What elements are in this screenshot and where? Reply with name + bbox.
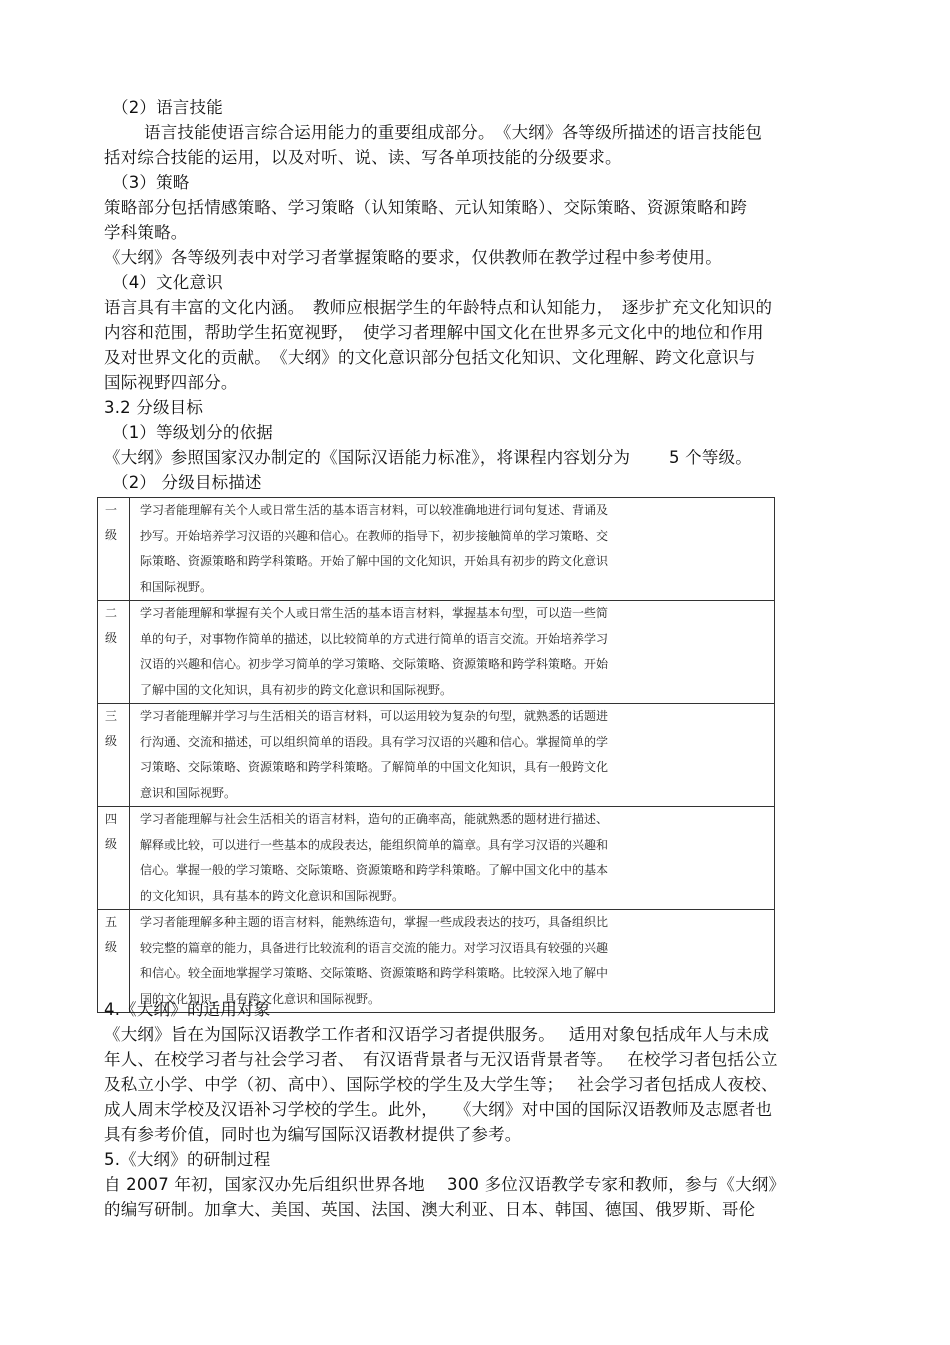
paragraph-line: 语言具有丰富的文化内涵。 教师应根据学生的年龄特点和认知能力， 逐步扩充文化知识的 xyxy=(104,298,773,317)
grade-description-line: 学习者能理解与社会生活相关的语言材料，造句的正确率高，能就熟悉的题材进行描述、 xyxy=(140,812,609,826)
paragraph-line: 年人、在校学习者与社会学习者、 有汉语背景者与无汉语背景者等。 在校学习者包括公立 xyxy=(104,1050,778,1069)
paragraph-line: 学科策略。 xyxy=(104,223,188,242)
grade-level-cell xyxy=(98,807,130,910)
paragraph-line: 策略部分包括情感策略、学习策略（认知策略、元认知策略）、交际策略、资源策略和跨 xyxy=(104,198,748,217)
grade-description-line: 解释或比较，可以进行一些基本的成段表达，能组织简单的篇章。具有学习汉语的兴趣和 xyxy=(140,837,609,852)
grade-level-cell xyxy=(98,498,130,601)
paragraph-line: 《大纲》各等级列表中对学习者掌握策略的要求，仅供教师在教学过程中参考使用。 xyxy=(104,248,722,267)
grade-level-char: 级 xyxy=(105,631,118,645)
grade-description-cell xyxy=(130,498,775,601)
grade-description-cell xyxy=(130,807,775,910)
grade-level-cell xyxy=(98,704,130,807)
paragraph-line: 及对世界文化的贡献。 《大纲》的文化意识部分包括文化知识、文化理解、跨文化意识与 xyxy=(104,348,756,367)
table-row xyxy=(98,807,775,910)
grade-level-char: 级 xyxy=(105,528,118,542)
grade-level-char: 级 xyxy=(105,837,118,851)
grade-description-cell xyxy=(130,704,775,807)
grade-description-table xyxy=(97,497,775,1013)
grade-description-line: 和信心。较全面地掌握学习策略、交际策略、资源策略和跨学科策略。比较深入地了解中 xyxy=(140,966,609,980)
grade-description-line: 学习者能理解多种主题的语言材料，能熟练造句，掌握一些成段表达的技巧，具备组织比 xyxy=(140,915,609,929)
paragraph-line: 括对综合技能的运用，以及对听、说、读、写各单项技能的分级要求。 xyxy=(104,148,622,167)
paragraph-line: 的编写研制。加拿大、美国、英国、法国、澳大利亚、日本、韩国、德国、俄罗斯、哥伦 xyxy=(104,1200,756,1219)
paragraph-line: 语言技能使语言综合运用能力的重要组成部分。 《大纲》各等级所描述的语言技能包 xyxy=(144,123,763,142)
grade-level-char: 三 xyxy=(105,709,118,723)
section-heading-target-users: 4.《大纲》的适用对象 xyxy=(104,1000,271,1019)
grade-description-line: 习策略、交际策略、资源策略和跨学科策略。了解简单的中国文化知识，具有一般跨文化 xyxy=(140,760,609,774)
grade-level-char: 级 xyxy=(105,940,118,954)
grade-level-char: 级 xyxy=(105,734,118,748)
paragraph-line: 内容和范围，帮助学生拓宽视野， 使学习者理解中国文化在世界多元文化中的地位和作用 xyxy=(104,323,764,342)
grade-description-line: 的文化知识，具有基本的跨文化意识和国际视野。 xyxy=(140,888,405,903)
paragraph-line: 成人周末学校及汉语补习学校的学生。此外， 《大纲》对中国的国际汉语教师及志愿者也 xyxy=(104,1100,773,1119)
grade-description-line: 学习者能理解有关个人或日常生活的基本语言材料，可以较准确地进行词句复述、背诵及 xyxy=(140,503,609,517)
grade-description-line: 意识和国际视野。 xyxy=(140,785,237,800)
grade-description-line: 抄写。开始培养学习汉语的兴趣和信心。在教师的指导下，初步接触简单的学习策略、交 xyxy=(140,528,609,543)
grade-description-line: 际策略、资源策略和跨学科策略。开始了解中国的文化知识，开始具有初步的跨文化意识 xyxy=(140,554,609,568)
table-row xyxy=(98,704,775,807)
heading-grading-basis: （1）等级划分的依据 xyxy=(112,423,273,442)
grade-description-line: 学习者能理解和掌握有关个人或日常生活的基本语言材料，掌握基本句型，可以造一些简 xyxy=(140,606,609,620)
heading-grading-description: （2） 分级目标描述 xyxy=(112,473,262,492)
grade-description-line: 行沟通、交流和描述，可以组织简单的语段。具有学习汉语的兴趣和信心。掌握简单的学 xyxy=(140,734,609,749)
paragraph-line: 《大纲》参照国家汉办制定的《国际汉语能力标准》，将课程内容划分为 5 个等级。 xyxy=(104,448,752,467)
grade-description-line: 较完整的篇章的能力，具备进行比较流利的语言交流的能力。对学习汉语具有较强的兴趣 xyxy=(140,940,609,955)
grade-level-char: 四 xyxy=(105,812,118,826)
grade-level-cell xyxy=(98,601,130,704)
section-heading-development-process: 5.《大纲》的研制过程 xyxy=(104,1150,271,1169)
grade-description-line: 信心。掌握一般的学习策略、交际策略、资源策略和跨学科策略。了解中国文化中的基本 xyxy=(140,863,609,877)
paragraph-line: 及私立小学、中学（初、高中）、国际学校的学生及大学生等； 社会学习者包括成人夜校、 xyxy=(104,1075,778,1094)
heading-cultural-awareness: （4）文化意识 xyxy=(112,273,223,292)
grade-description-cell xyxy=(130,601,775,704)
paragraph-line: 自 2007 年初，国家汉办先后组织世界各地 300 多位汉语教学专家和教师，参与《大纲》 xyxy=(104,1175,786,1194)
grade-description-line: 了解中国的文化知识，具有初步的跨文化意识和国际视野。 xyxy=(140,682,453,697)
grade-description-line: 单的句子，对事物作简单的描述，以比较简单的方式进行简单的语言交流。开始培养学习 xyxy=(140,631,609,646)
heading-strategy: （3）策略 xyxy=(112,173,190,192)
grade-level-char: 一 xyxy=(105,503,118,517)
section-heading-grading-goals: 3.2 分级目标 xyxy=(104,398,204,417)
paragraph-line: 国际视野四部分。 xyxy=(104,373,238,392)
paragraph-line: 具有参考价值，同时也为编写国际汉语教材提供了参考。 xyxy=(104,1125,522,1144)
grade-level-char: 二 xyxy=(105,606,118,620)
grade-description-line: 和国际视野。 xyxy=(140,579,213,594)
table-row xyxy=(98,601,775,704)
table-row xyxy=(98,498,775,601)
grade-description-line: 国的文化知识，具有跨文化意识和国际视野。 xyxy=(140,991,381,1006)
heading-language-skills: （2）语言技能 xyxy=(112,98,223,117)
grade-description-line: 汉语的兴趣和信心。初步学习简单的学习策略、交际策略、资源策略和跨学科策略。开始 xyxy=(140,657,609,671)
grade-description-line: 学习者能理解并学习与生活相关的语言材料，可以运用较为复杂的句型，就熟悉的话题进 xyxy=(140,709,609,723)
paragraph-line: 《大纲》旨在为国际汉语教学工作者和汉语学习者提供服务。 适用对象包括成年人与未成 xyxy=(104,1025,770,1044)
grade-level-char: 五 xyxy=(105,915,118,929)
